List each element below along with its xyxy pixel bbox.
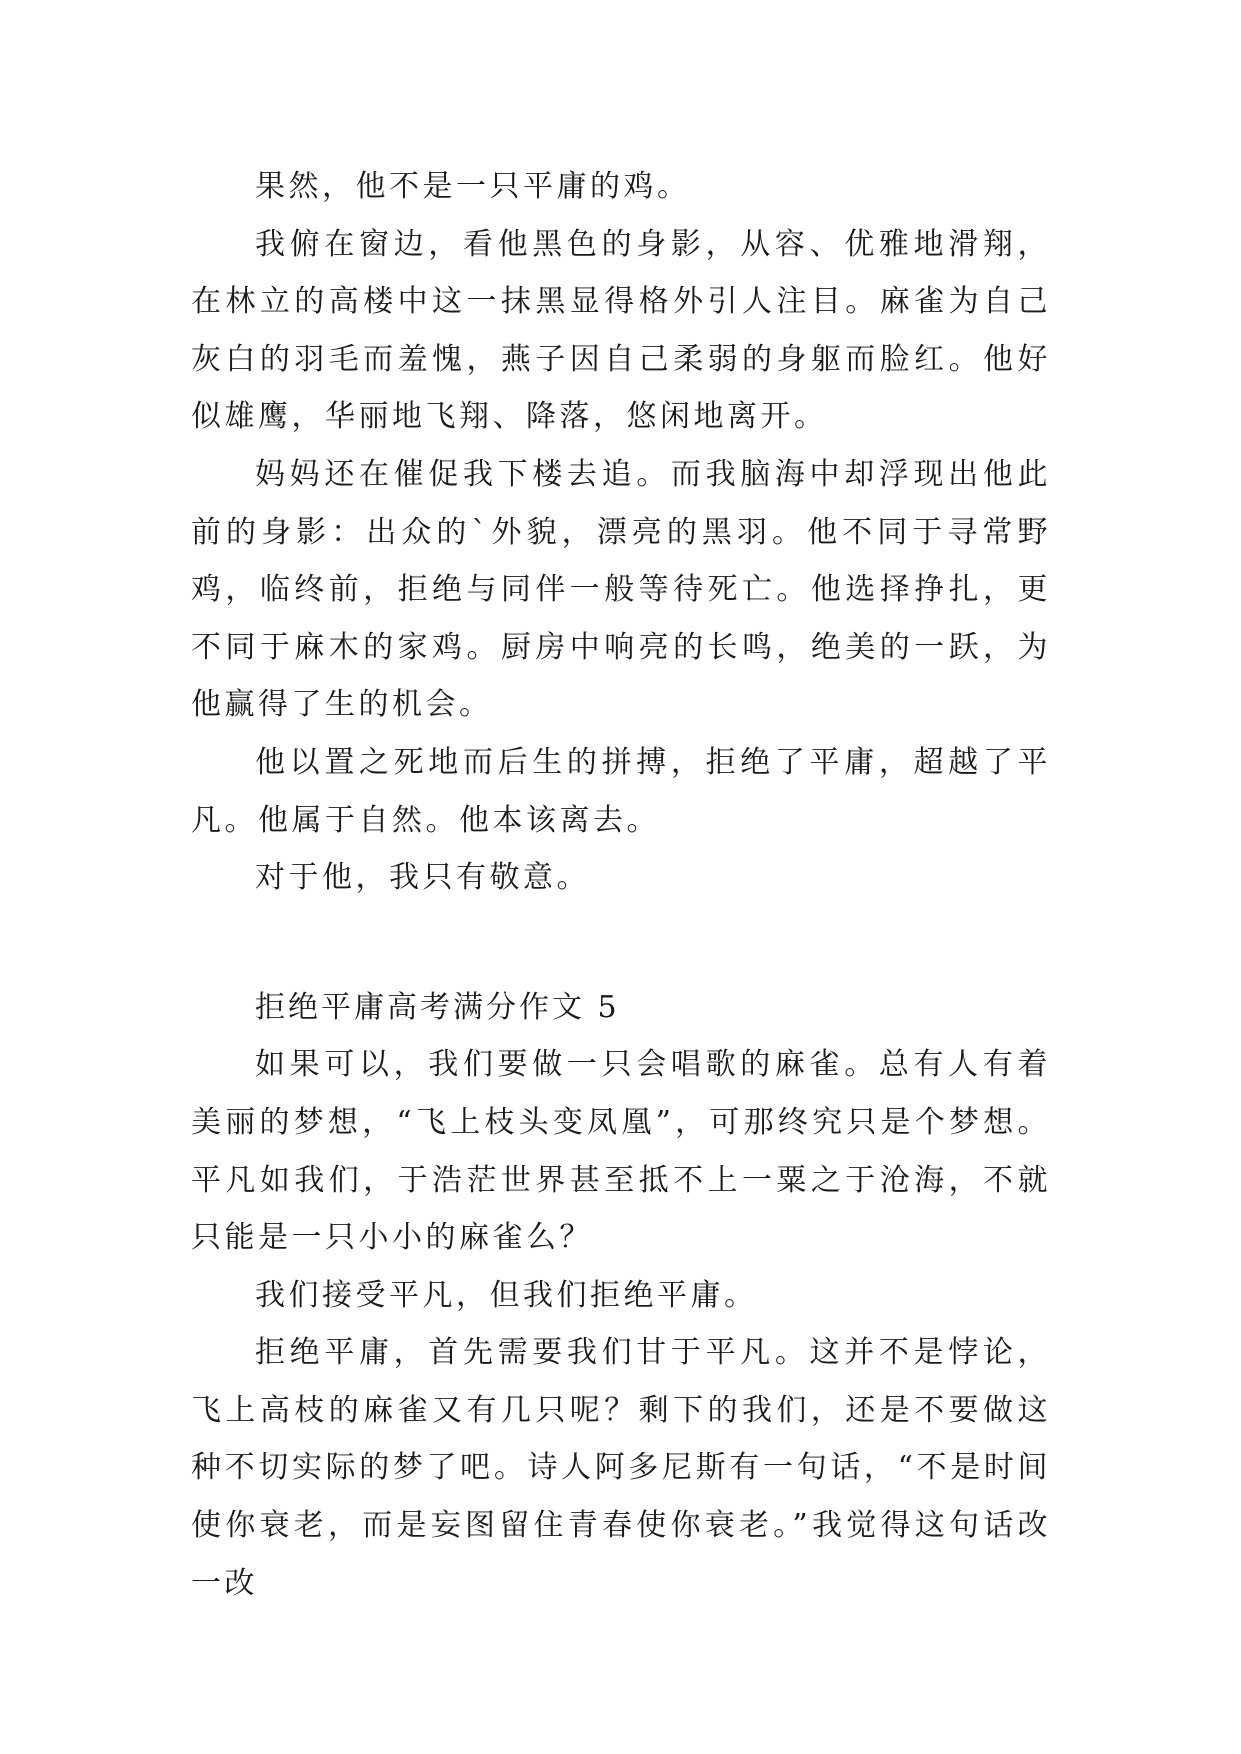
section-spacer bbox=[191, 907, 1051, 979]
paragraph: 对于他，我只有敬意。 bbox=[255, 860, 590, 896]
paragraph: 妈妈还在催促我下楼去追。而我脑海中却浮现出他此前的身影：出众的`外貌，漂亮的黑羽。他不同于寻常野鸡，临终前，拒绝与同伴一般等待死亡。他选择挣扎，更不同于麻木的家鸡。厨房中响亮的长鸣，绝美的一跃，为他赢得了生的机会。 bbox=[191, 456, 1051, 723]
document-body bbox=[191, 158, 1051, 1612]
paragraph: 果然，他不是一只平庸的鸡。 bbox=[255, 169, 691, 204]
paragraph: 我们接受平凡，但我们拒绝平庸。 bbox=[255, 1277, 758, 1313]
paragraph: 我俯在窗边，看他黑色的身影，从容、优雅地滑翔，在林立的高楼中这一抹黑显得格外引人注目。麻雀为自己灰白的羽毛而羞愧，燕子因自己柔弱的身躯而脸红。他好似雄鹰，华丽地飞翔、降落，悠闲地离开。 bbox=[191, 226, 1051, 435]
section-heading: 拒绝平庸高考满分作文 5 bbox=[255, 989, 620, 1025]
paragraph: 他以置之死地而后生的拼搏，拒绝了平庸，超越了平凡。他属于自然。他本该离去。 bbox=[191, 744, 1051, 838]
paragraph: 如果可以，我们要做一只会唱歌的麻雀。总有人有着美丽的梦想，“飞上枝头变凤凰”，可那终究只是个梦想。平凡如我们，于浩茫世界甚至抵不上一粟之于沧海，不就只能是一只小小的麻雀么？ bbox=[191, 1047, 1051, 1256]
paragraph: 拒绝平庸，首先需要我们甘于平凡。这并不是悖论，飞上高枝的麻雀又有几只呢？剩下的我们，还是不要做这种不切实际的梦了吧。诗人阿多尼斯有一句话，“不是时间使你衰老，而是妄图留住青春使你衰老。”我觉得这句话改一改 bbox=[191, 1335, 1051, 1601]
